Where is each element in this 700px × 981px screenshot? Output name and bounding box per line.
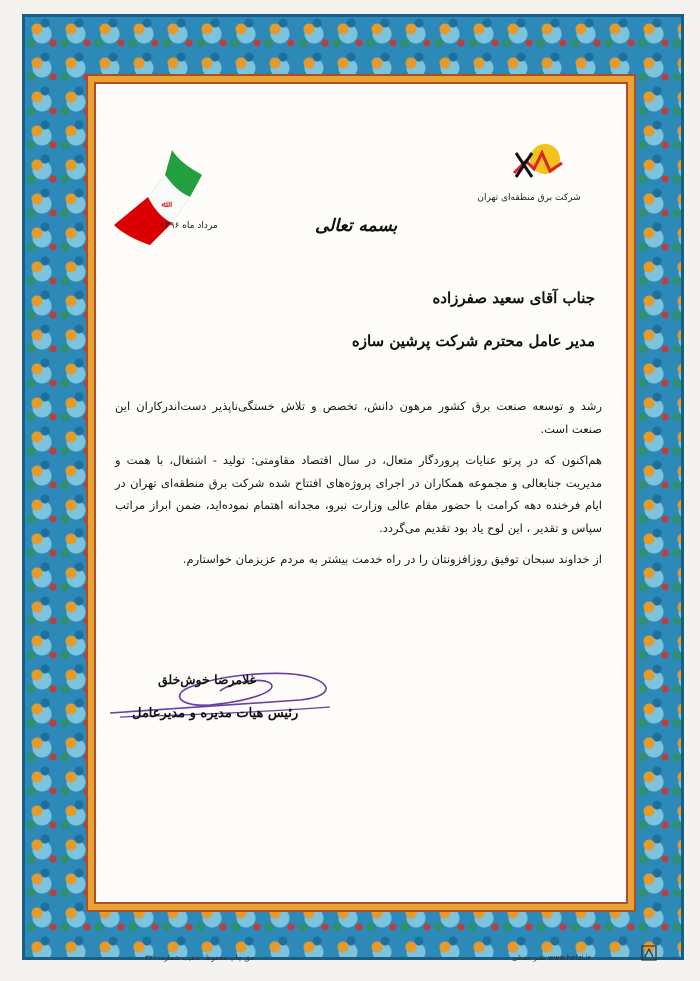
body-paragraph-3: از خداوند سبحان توفیق روزافزونتان را در راه خدمت بیشتر به مردم عزیزمان خواستارم. bbox=[182, 552, 602, 566]
iran-flag-icon bbox=[110, 145, 205, 250]
date-label: مرداد ماه ۱۳۹۶ bbox=[160, 221, 218, 231]
recipient-name: جناب آقای سعید صفرزاده bbox=[432, 289, 595, 307]
invocation-heading: بسمه تعالی bbox=[315, 216, 398, 236]
publisher-logo-icon bbox=[641, 944, 657, 962]
recipient-title: مدیر عامل محترم شرکت پرشین سازه bbox=[351, 332, 595, 350]
letter-body bbox=[115, 395, 602, 571]
handwritten-signature bbox=[100, 655, 340, 735]
flag-emblem: ﷲ bbox=[161, 200, 167, 210]
signatory-title: رئیس هیات مدیره و مدیرعامل bbox=[132, 706, 299, 721]
body-paragraph-1: رشد و توسعه صنعت برق کشور مرهون دانش، تخصص و تلاش خستگی‌ناپذیر دست‌اندرکاران این صنعت است. bbox=[115, 399, 602, 436]
company-logo-icon bbox=[512, 143, 564, 189]
footer-publisher: www.hefzi.ir نشر حفظی bbox=[512, 954, 591, 962]
signatory-name: غلامرضا خوش‌خلق bbox=[158, 672, 257, 687]
footer-copyright: حق چاپ محفوظ. تذهیب شماره: ۳۲۱ bbox=[145, 954, 255, 962]
body-paragraph-2: هم‌اکنون که در پرتو عنایات پروردگار متعال، در سال اقتصاد مقاومتی: تولید - اشتغال، با همت و مدیریت جنابعالی و مجموعه همکاران در اجرای پروژه‌های افتتاح شده شرکت برق منطقه‌ای تهران در ایام فرخنده دهه کرامت با حضور مقام عالی وزارت نیرو، مجدانه اهتمام نموده‌اید، ضمن ابراز مراتب سپاس و تقدیر ، این لوح یاد بود تقدیم می‌گردد. bbox=[115, 453, 602, 535]
company-name: شرکت برق منطقه‌ای تهران bbox=[477, 193, 581, 203]
